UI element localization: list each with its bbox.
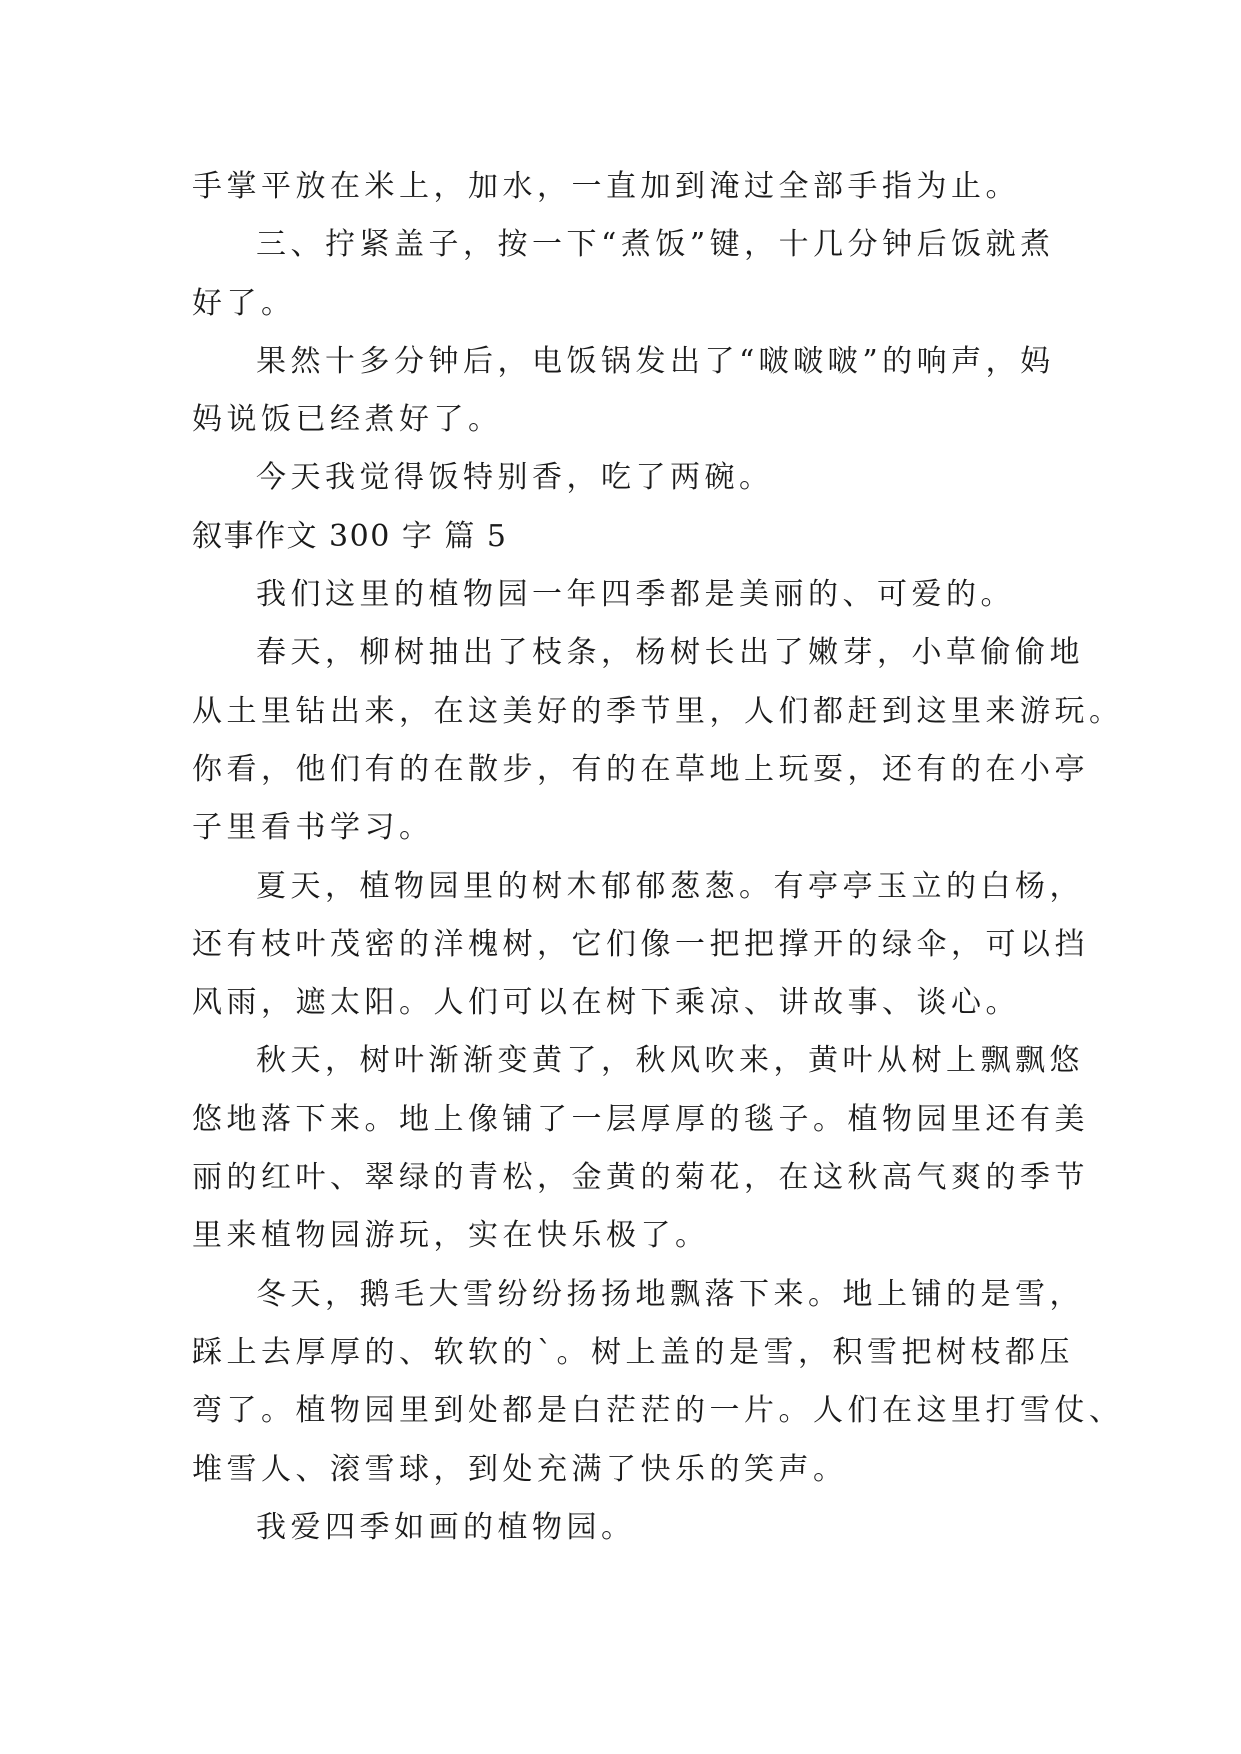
text-line: 夏天，植物园里的树木郁郁葱葱。有亭亭玉立的白杨， — [256, 868, 1084, 904]
text-line: 子里看书学习。 — [192, 810, 434, 846]
text-line: 弯了。植物园里到处都是白茫茫的一片。人们在这里打雪仗、 — [192, 1393, 1124, 1429]
text-line: 里来植物园游玩，实在快乐极了。 — [192, 1218, 710, 1254]
text-line: 悠地落下来。地上像铺了一层厚厚的毯子。植物园里还有美 — [192, 1101, 1089, 1137]
text-line: 冬天，鹅毛大雪纷纷扬扬地飘落下来。地上铺的是雪， — [256, 1276, 1084, 1312]
text-line: 春天，柳树抽出了枝条，杨树长出了嫩芽，小草偷偷地 — [256, 635, 1084, 671]
text-line: 果然十多分钟后，电饭锅发出了“啵啵啵”的响声，妈 — [256, 343, 1055, 379]
text-line: 还有枝叶茂密的洋槐树，它们像一把把撑开的绿伞，可以挡 — [192, 926, 1089, 962]
text-line: 好了。 — [192, 285, 296, 321]
text-line: 秋天，树叶渐渐变黄了，秋风吹来，黄叶从树上飘飘悠 — [256, 1043, 1084, 1079]
text-line: 今天我觉得饭特别香，吃了两碗。 — [256, 460, 774, 496]
text-line: 妈说饭已经煮好了。 — [192, 402, 503, 438]
text-line: 踩上去厚厚的、软软的`。树上盖的是雪，积雪把树枝都压 — [192, 1334, 1074, 1370]
text-line: 你看，他们有的在散步，有的在草地上玩耍，还有的在小亭 — [192, 751, 1089, 787]
text-line: 我爱四季如画的植物园。 — [256, 1509, 636, 1545]
text-line: 三、拧紧盖子，按一下“煮饭”键，十几分钟后饭就煮 — [256, 227, 1055, 263]
text-line: 从土里钻出来，在这美好的季节里，人们都赶到这里来游玩。 — [192, 693, 1124, 729]
text-line: 风雨，遮太阳。人们可以在树下乘凉、讲故事、谈心。 — [192, 985, 1020, 1021]
document-body — [192, 158, 1124, 1557]
text-line: 手掌平放在米上，加水，一直加到淹过全部手指为止。 — [192, 169, 1020, 204]
section-heading: 叙事作文 300 字 篇 5 — [192, 518, 508, 554]
text-line: 堆雪人、滚雪球，到处充满了快乐的笑声。 — [192, 1451, 848, 1487]
text-line: 我们这里的植物园一年四季都是美丽的、可爱的。 — [256, 577, 1015, 613]
text-line: 丽的红叶、翠绿的青松，金黄的菊花，在这秋高气爽的季节 — [192, 1160, 1089, 1196]
